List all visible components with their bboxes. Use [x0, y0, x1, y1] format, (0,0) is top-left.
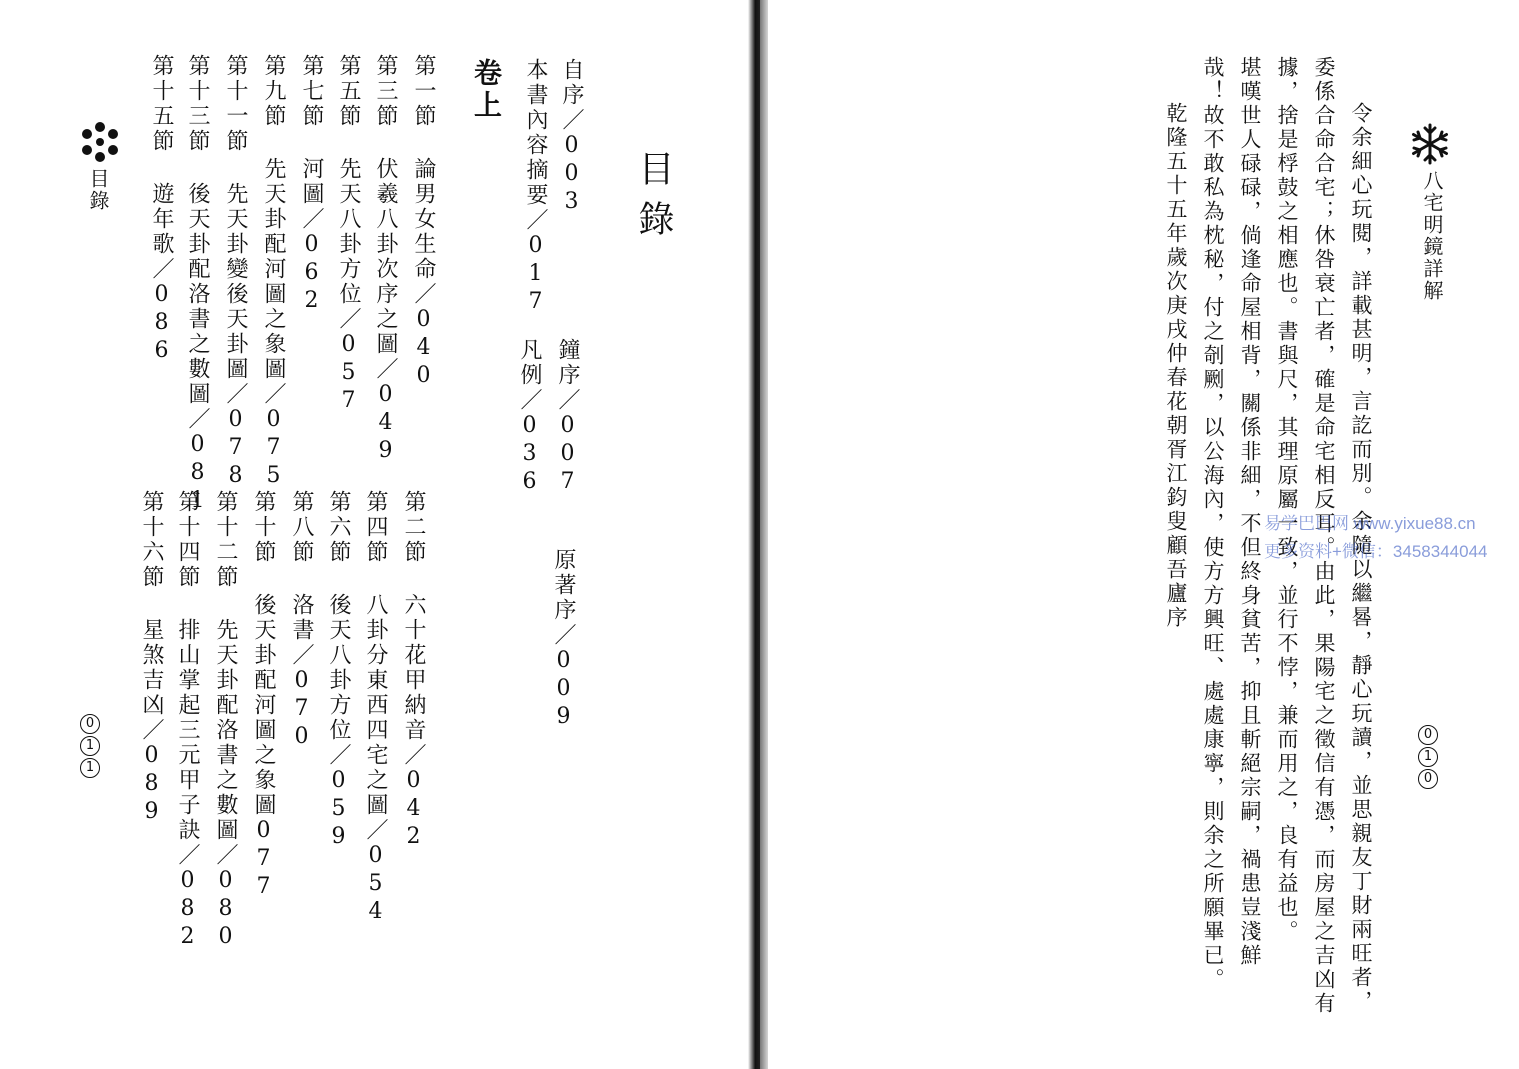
flower-ornament-icon	[78, 120, 122, 164]
page-number	[1418, 725, 1438, 789]
toc-entry: 第十五節 遊年歌／086	[149, 54, 174, 366]
page-number-digit: 1	[80, 736, 100, 756]
toc-entry: 第九節 先天卦配河圖之象圖／075	[261, 54, 286, 491]
snowflake-ornament-icon	[1408, 122, 1452, 166]
toc-entry: 第七節 河圖／062	[299, 54, 324, 316]
toc-entry: 第十三節 後天卦配洛書之數圖／081	[185, 54, 210, 516]
page-number-digit: 0	[1418, 769, 1438, 789]
watermark-line: 更多资料+微信：3458344044	[1264, 542, 1488, 561]
running-head: 八宅明鏡詳解	[1420, 170, 1444, 302]
body-text-column: 堪嘆世人碌碌，倘逢命屋相背，關係非細，不但終身貧苦，抑且斬絕宗嗣，禍患豈淺鮮	[1238, 56, 1262, 968]
toc-entry: 鐘序／007	[555, 338, 580, 497]
page-title: 目錄	[633, 150, 674, 250]
toc-entry: 原著序／009	[551, 548, 576, 732]
body-text-column: 委係合命合宅；休咎衰亡者，確是命宅相反耳。由此，果陽宅之徵信有憑，而房屋之吉凶有	[1312, 56, 1336, 1016]
toc-entry: 第四節 八卦分東西四宅之圖／054	[363, 490, 388, 927]
toc-entry: 第三節 伏羲八卦次序之圖／049	[373, 54, 398, 466]
watermark-line: 易学巴巴网 www.yixue88.cn	[1264, 514, 1476, 533]
body-text-column: 令余細心玩閱，詳載甚明，言訖而別。余隨以繼晷，靜心玩讀，並思親友丁財兩旺者，	[1349, 102, 1373, 1014]
toc-entry: 第十節 後天卦配河圖之象圖077	[251, 490, 276, 902]
toc-entry: 第一節 論男女生命／040	[411, 54, 436, 391]
toc-entry: 第十六節 星煞吉凶／089	[139, 490, 164, 827]
volume-heading: 卷上	[470, 58, 503, 122]
page-number-digit: 0	[80, 714, 100, 734]
toc-entry: 本書內容摘要／017	[523, 58, 548, 317]
toc-entry: 第十二節 先天卦配洛書之數圖／080	[213, 490, 238, 952]
page-number-digit: 1	[80, 758, 100, 778]
page-number	[80, 714, 100, 778]
right-page	[768, 0, 1519, 1069]
toc-entry: 第十一節 先天卦變後天卦圖／078	[223, 54, 248, 491]
body-text-column: 據，捨是桴鼓之相應也。書與尺，其理原屬一致，並行不悖，兼而用之，良有益也。	[1275, 56, 1299, 944]
page-number-digit: 0	[1418, 725, 1438, 745]
toc-entry: 自序／003	[559, 58, 584, 217]
toc-entry: 第十四節 排山掌起三元甲子訣／082	[175, 490, 200, 952]
book-gutter-shadow	[748, 0, 760, 1069]
page-number-digit: 1	[1418, 747, 1438, 767]
signature-line: 乾隆五十五年歲次庚戌仲春花朝胥江鈞叟顧吾廬序	[1164, 102, 1188, 630]
toc-entry: 第八節 洛書／070	[289, 490, 314, 752]
toc-entry: 凡例／036	[517, 338, 542, 497]
toc-entry: 第二節 六十花甲納音／042	[401, 490, 426, 852]
running-head: 目錄	[86, 168, 110, 212]
toc-entry: 第六節 後天八卦方位／059	[326, 490, 351, 852]
body-text-column: 哉！故不敢私為枕秘，付之剞劂，以公海內，使方方興旺、處處康寧，則余之所願畢已。	[1201, 56, 1225, 992]
toc-entry: 第五節 先天八卦方位／057	[336, 54, 361, 416]
